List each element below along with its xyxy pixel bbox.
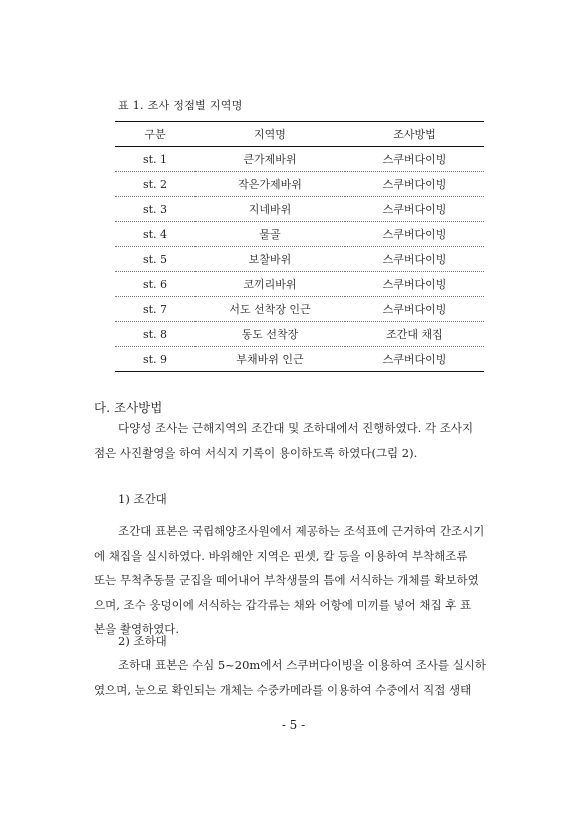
station-cell: st. 1 (142, 152, 168, 166)
station-cell: st. 7 (142, 302, 168, 316)
method-cell: 스쿠버다이빙 (382, 153, 447, 166)
paragraph-line: 또는 무척추동물 군집을 떼어내어 부착생물의 틈에 서식하는 개체를 확보하였 (94, 573, 479, 587)
method-cell: 스쿠버다이빙 (382, 353, 447, 366)
region-cell: 보찰바위 (248, 253, 292, 266)
table-row (115, 247, 484, 272)
header-region-name: 지역명 (254, 128, 286, 141)
station-cell: st. 4 (142, 227, 168, 241)
region-cell: 지네바위 (248, 203, 292, 216)
station-cell: st. 3 (142, 202, 168, 216)
region-cell: 서도 선착장 인근 (229, 303, 311, 316)
intro-paragraph (94, 416, 474, 465)
station-cell: st. 2 (142, 177, 168, 191)
region-cell: 부채바위 인근 (236, 353, 304, 366)
paragraph-line: 에 채집을 실시하였다. 바위해안 지역은 핀셋, 칼 등을 이용하여 부착해조류 (94, 548, 468, 563)
region-cell: 동도 선착장 (241, 328, 299, 341)
header-survey-method: 조사방법 (393, 128, 436, 141)
method-cell: 스쿠버다이빙 (382, 253, 447, 266)
region-cell: 작은가제바위 (238, 178, 302, 191)
method-cell: 스쿠버다이빙 (382, 303, 447, 316)
header-division: 구분 (144, 128, 166, 141)
table-row (115, 347, 484, 372)
intertidal-paragraph (94, 519, 485, 642)
method-cell: 스쿠버다이빙 (382, 278, 447, 291)
table-row (115, 272, 484, 297)
section-heading: 다. 조사방법 (94, 400, 163, 415)
station-cell: st. 5 (142, 252, 168, 266)
paragraph-line: 본을 촬영하였다. (94, 622, 180, 636)
paragraph-line: 조하대 표본은 수심 5~20m에서 스쿠버다이빙을 이용하여 조사를 실시하 (118, 658, 487, 672)
table-row (115, 322, 484, 347)
paragraph-line: 다양성 조사는 근해지역의 조간대 및 조하대에서 진행하였다. 각 조사지 (118, 421, 474, 435)
method-cell: 조간대 채집 (386, 328, 443, 341)
region-cell: 큰가제바위 (243, 153, 297, 166)
table-row (115, 297, 484, 322)
station-cell: st. 6 (142, 277, 168, 291)
station-cell: st. 9 (142, 352, 168, 366)
paragraph-line: 점은 사진촬영을 하여 서식지 기록이 용이하도록 하였다(그림 2). (94, 445, 418, 460)
paragraph-line: 였으며, 눈으로 확인되는 개체는 수중카메라를 이용하여 수중에서 직접 생태 (94, 682, 472, 697)
paragraph-line: 으며, 조수 웅덩이에 서식하는 갑각류는 채와 어항에 미끼를 넣어 채집 후 표 (94, 597, 472, 612)
subtidal-paragraph (94, 653, 487, 702)
table-row (115, 172, 484, 197)
paragraph-line: 조간대 표본은 국립해양조사원에서 제공하는 조석표에 근거하여 간조시기 (118, 524, 485, 538)
method-cell: 스쿠버다이빙 (382, 228, 447, 241)
table-header-row (115, 122, 484, 147)
table-row (115, 222, 484, 247)
table-row (115, 147, 484, 172)
table-caption: 표 1. 조사 정점별 지역명 (118, 99, 243, 112)
method-cell: 스쿠버다이빙 (382, 178, 447, 191)
station-table (115, 121, 484, 372)
table-row (115, 197, 484, 222)
region-cell: 물골 (259, 228, 281, 241)
method-cell: 스쿠버다이빙 (382, 203, 447, 216)
page-number: - 5 - (281, 718, 306, 732)
station-cell: st. 8 (142, 327, 168, 341)
subsection-heading-subtidal: 2) 조하대 (118, 634, 167, 648)
subsection-heading-intertidal: 1) 조간대 (118, 492, 167, 506)
region-cell: 코끼리바위 (243, 278, 297, 291)
